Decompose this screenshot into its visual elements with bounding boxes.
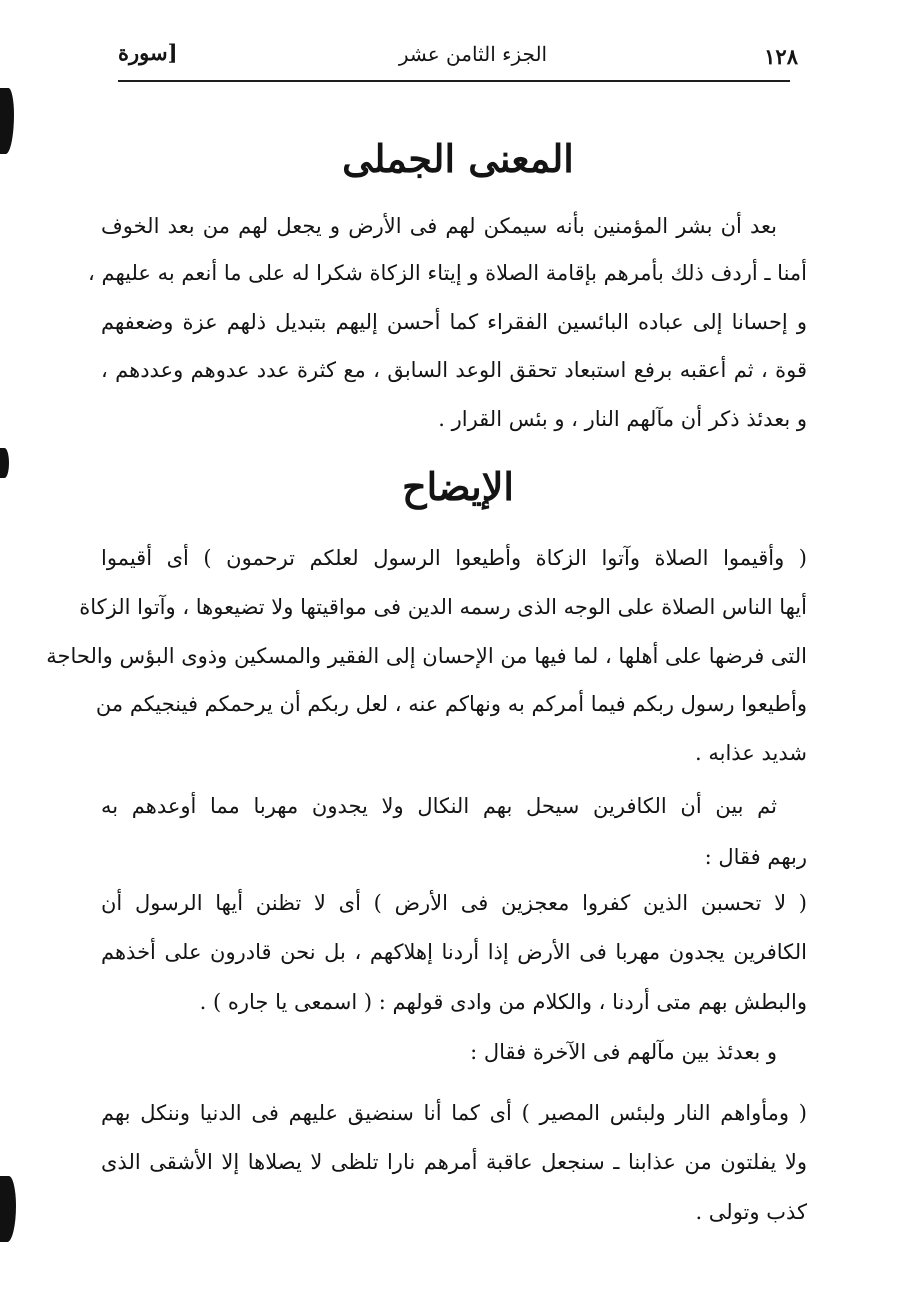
text-line: قوة ، ثم أعقبه برفع استبعاد تحقق الوعد السابق ، مع كثرة عدد عدوهم وعددهم ،: [101, 358, 807, 382]
running-header: [118, 40, 798, 80]
text-line: التى فرضها على أهلها ، لما فيها من الإحسان إلى الفقير والمسكين وذوى البؤس والحاجة: [46, 644, 807, 668]
text-line: و بعدئذ بين مآلهم فى الآخرة فقال :: [470, 1040, 777, 1064]
text-line: ولا يفلتون من عذابنا ـ سنجعل عاقبة أمرهم نارا تلظى لا يصلاها إلا الأشقى الذى: [101, 1150, 807, 1174]
text-line: ربهم فقال :: [704, 845, 807, 869]
text-line: الكافرين يجدون مهربا فى الأرض إذا أردنا إهلاكهم ، بل نحن قادرون على أخذهم: [101, 940, 807, 964]
scan-edge-mark: [0, 1176, 16, 1242]
text-line: كذب وتولى .: [695, 1200, 807, 1224]
text-line: ( وأقيموا الصلاة وآتوا الزكاة وأطيعوا الرسول لعلكم ترحمون ) أى أقيموا: [101, 546, 807, 570]
text-line: و بعدئذ ذكر أن مآلهم النار ، و بئس القرار .: [438, 407, 807, 431]
scan-edge-mark: [0, 448, 9, 478]
page-number: ١٢٨: [764, 44, 798, 69]
text-line: بعد أن بشر المؤمنين بأنه سيمكن لهم فى الأرض و يجعل لهم من بعد الخوف: [101, 214, 777, 238]
text-line: شديد عذابه .: [694, 741, 807, 765]
scan-edge-mark: [0, 88, 14, 154]
text-line: ( ومأواهم النار ولبئس المصير ) أى كما أنا سنضيق عليهم فى الدنيا وننكل بهم: [101, 1101, 807, 1125]
section-heading-general-meaning: المعنى الجملى: [342, 136, 574, 181]
header-part-label: الجزء الثامن عشر: [398, 42, 548, 66]
text-line: والبطش بهم متى أردنا ، والكلام من وادى قولهم : ( اسمعى يا جاره ) .: [199, 990, 807, 1014]
text-line: و إحسانا إلى عباده البائسين الفقراء كما أحسن إليهم بتبديل ذلهم عزة وضعفهم: [101, 310, 807, 334]
text-line: أمنا ـ أردف ذلك بأمرهم بإقامة الصلاة و إيتاء الزكاة شكرا له على ما أنعم به عليهم ،: [88, 261, 807, 285]
text-line: وأطيعوا رسول ربكم فيما أمركم به ونهاكم عنه ، لعل ربكم أن يرحمكم فينجيكم من: [95, 692, 807, 716]
text-line: ( لا تحسبن الذين كفروا معجزين فى الأرض ) أى لا تظنن أيها الرسول أن: [101, 891, 807, 915]
header-surah-label: [سورة: [118, 40, 178, 65]
text-line: ثم بين أن الكافرين سيحل بهم النكال ولا يجدون مهربا مما أوعدهم به: [101, 794, 777, 818]
header-divider: [118, 80, 790, 82]
section-heading-explanation: الإيضاح: [402, 464, 514, 509]
text-line: أيها الناس الصلاة على الوجه الذى رسمه الدين فى مواقيتها ولا تضيعوها ، وآتوا الزكاة: [79, 595, 807, 619]
